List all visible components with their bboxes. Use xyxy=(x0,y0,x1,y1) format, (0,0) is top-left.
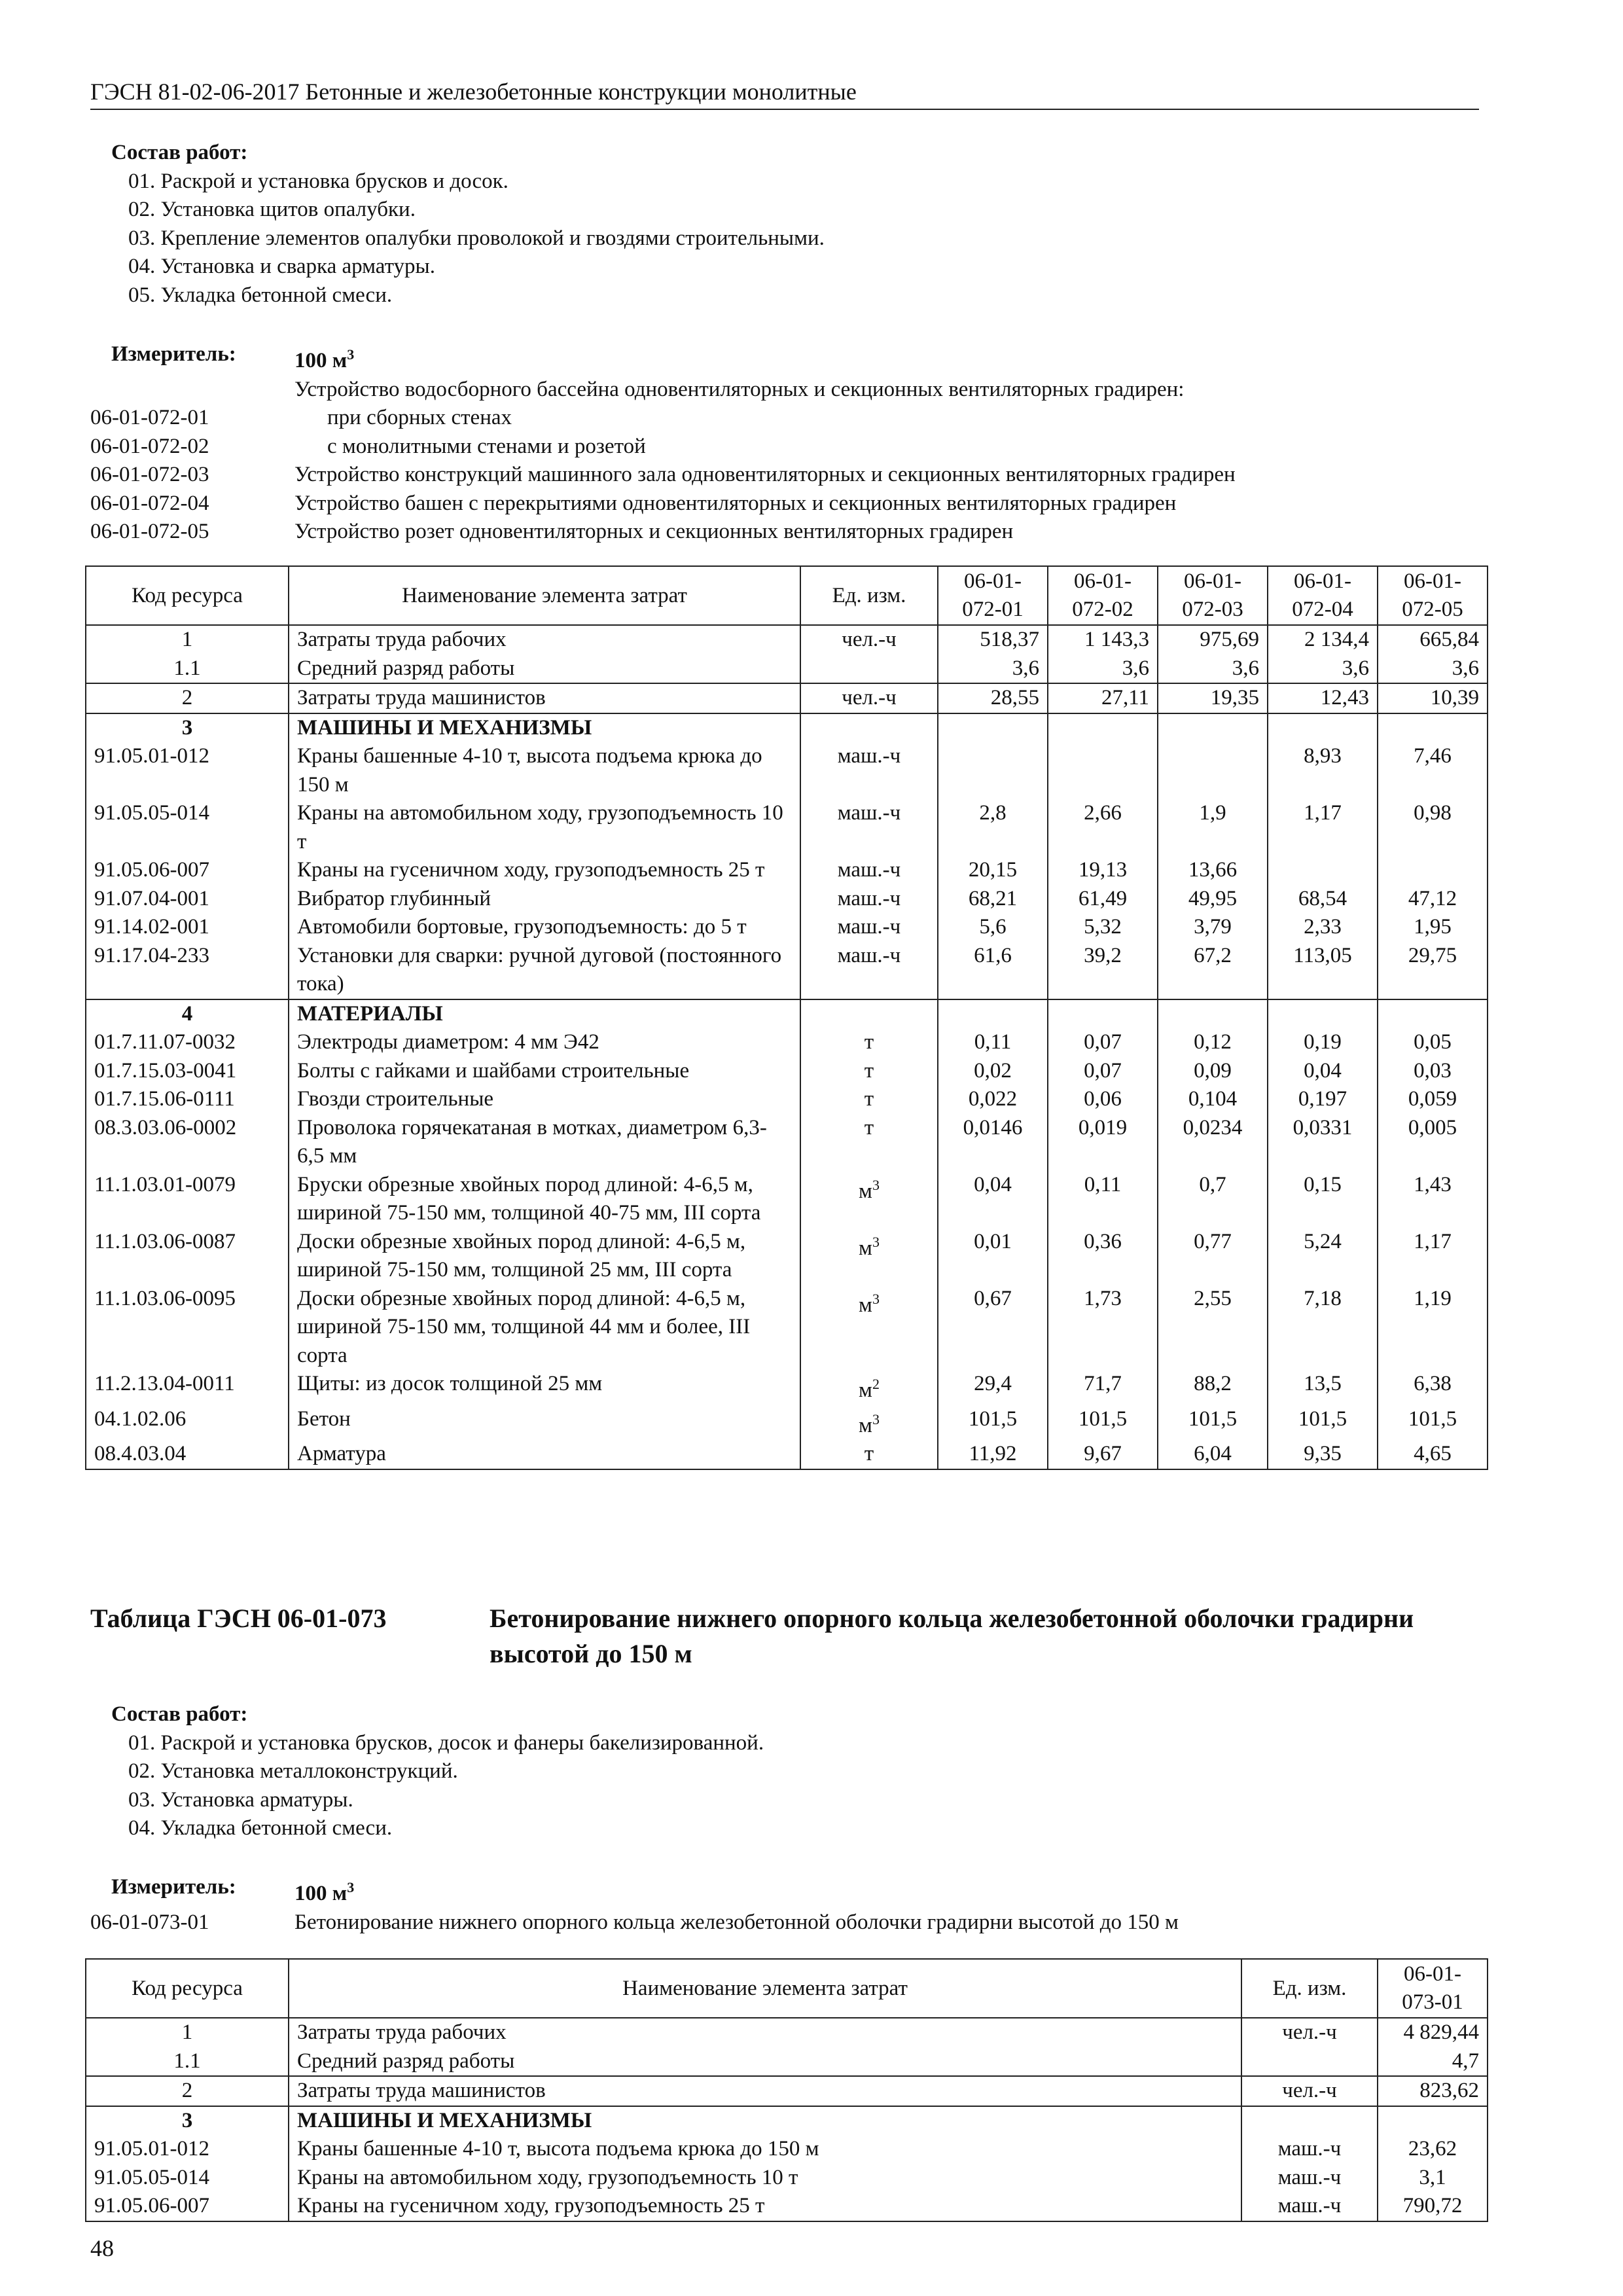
resource-name: Затраты труда рабочих xyxy=(289,625,800,655)
resource-code: 91.05.05-014 xyxy=(86,799,289,856)
norm-value: 0,07 xyxy=(1048,1057,1158,1086)
document-header: ГЭСН 81-02-06-2017 Бетонные и железобетонные конструкции монолитные xyxy=(90,77,1479,110)
norm-value xyxy=(1378,856,1488,885)
table-number: Таблица ГЭСН 06-01-073 xyxy=(90,1604,387,1633)
resource-code: 91.05.06-007 xyxy=(86,856,289,885)
col-header-code: Код ресурса xyxy=(86,566,289,625)
col-header-code: Код ресурса xyxy=(86,1959,289,2018)
meter-value: 100 $м^3$ xyxy=(294,1879,355,1905)
norm-value xyxy=(1378,999,1488,1029)
norm-value: 101,5 xyxy=(1378,1405,1488,1441)
resource-unit: маш.-ч xyxy=(800,799,938,856)
norm-value: 975,69 xyxy=(1158,625,1268,655)
meter-intro: Устройство водосборного бассейна одновентиляторных и секционных вентиляторных градирен: xyxy=(294,377,1185,401)
norm-value: 0,0146 xyxy=(938,1114,1048,1171)
norm-value: 4,7 xyxy=(1378,2047,1488,2077)
norm-value: 67,2 xyxy=(1158,942,1268,999)
table-row xyxy=(86,1370,1488,1405)
norm-value: 23,62 xyxy=(1378,2135,1488,2164)
work-item: 01. Раскрой и установка брусков, досок и фанеры бакелизированной. xyxy=(128,1731,764,1755)
norm-item: 06-01-073-01 Бетонирование нижнего опорного кольца железобетонной оболочки градирни высотой до 150 м xyxy=(90,1910,1179,1934)
resource-unit: маш.-ч xyxy=(800,942,938,999)
norm-value xyxy=(1158,713,1268,743)
col-header-unit: Ед. изм. xyxy=(800,566,938,625)
norm-value: 0,06 xyxy=(1048,1085,1158,1114)
norm-value: 7,18 xyxy=(1268,1285,1378,1371)
norm-value xyxy=(1048,999,1158,1029)
table-row xyxy=(86,2164,1488,2193)
table-row xyxy=(86,1114,1488,1171)
resource-code: 11.1.03.06-0095 xyxy=(86,1285,289,1371)
norm-value: 1,17 xyxy=(1268,799,1378,856)
norm-value: 0,0331 xyxy=(1268,1114,1378,1171)
norm-value: 61,6 xyxy=(938,942,1048,999)
resource-unit: маш.-ч xyxy=(1241,2135,1378,2164)
table-row xyxy=(86,2047,1488,2077)
resource-name: Вибратор глубинный xyxy=(289,885,800,914)
table-row xyxy=(86,913,1488,942)
resource-unit: чел.-ч xyxy=(800,625,938,655)
resource-unit: маш.-ч xyxy=(800,885,938,914)
norm-value: 0,01 xyxy=(938,1228,1048,1285)
resource-name: Затраты труда машинистов xyxy=(289,2076,1241,2106)
norm-value xyxy=(938,999,1048,1029)
norm-value: 2,55 xyxy=(1158,1285,1268,1371)
norm-value: 9,35 xyxy=(1268,1440,1378,1469)
resource-code: 91.05.06-007 xyxy=(86,2192,289,2221)
norm-value: 0,09 xyxy=(1158,1057,1268,1086)
resource-unit: $м^2$ xyxy=(800,1370,938,1405)
resource-name: МАТЕРИАЛЫ xyxy=(289,999,800,1029)
resource-code: 01.7.11.07-0032 xyxy=(86,1028,289,1057)
resource-code: 91.17.04-233 xyxy=(86,942,289,999)
resource-unit: т xyxy=(800,1057,938,1086)
resource-unit: маш.-ч xyxy=(800,913,938,942)
norm-value: 1,19 xyxy=(1378,1285,1488,1371)
section-row xyxy=(86,713,1488,743)
norm-value: 0,02 xyxy=(938,1057,1048,1086)
resource-unit: $м^3$ xyxy=(800,1285,938,1371)
resource-name: Электроды диаметром: 4 мм Э42 xyxy=(289,1028,800,1057)
resource-unit: чел.-ч xyxy=(1241,2076,1378,2106)
norm-value: 28,55 xyxy=(938,683,1048,713)
norm-value: 4,65 xyxy=(1378,1440,1488,1469)
norm-item: 06-01-072-02 с монолитными стенами и розетой xyxy=(90,434,646,458)
norm-value: 0,98 xyxy=(1378,799,1488,856)
norm-value: 6,04 xyxy=(1158,1440,1268,1469)
resource-unit: $м^3$ xyxy=(800,1405,938,1441)
norm-value: 1,95 xyxy=(1378,913,1488,942)
resource-name: Затраты труда рабочих xyxy=(289,2018,1241,2047)
resource-name: Щиты: из досок толщиной 25 мм xyxy=(289,1370,800,1405)
resource-code: 1 xyxy=(86,2018,289,2047)
norm-value: 101,5 xyxy=(938,1405,1048,1441)
col-header-name: Наименование элемента затрат xyxy=(289,1959,1241,2018)
resource-name: Автомобили бортовые, грузоподъемность: до 5 т xyxy=(289,913,800,942)
resource-code: 1 xyxy=(86,625,289,655)
col-header-norm: 06-01- 072-05 xyxy=(1378,566,1488,625)
norm-value: 88,2 xyxy=(1158,1370,1268,1405)
norm-value: 823,62 xyxy=(1378,2076,1488,2106)
resource-unit xyxy=(800,713,938,743)
resource-unit: маш.-ч xyxy=(800,856,938,885)
table-row xyxy=(86,1405,1488,1441)
meter-label: Измеритель: xyxy=(111,342,236,366)
table-caption: Бетонирование нижнего опорного кольца железобетонной оболочки градирни высотой до 150 м xyxy=(490,1604,1414,1668)
norm-value: 1 143,3 xyxy=(1048,625,1158,655)
table-row xyxy=(86,885,1488,914)
work-item: 04. Установка и сварка арматуры. xyxy=(128,255,435,278)
norm-value: 790,72 xyxy=(1378,2192,1488,2221)
norm-value: 8,93 xyxy=(1268,742,1378,799)
norm-value xyxy=(1268,713,1378,743)
resource-unit: чел.-ч xyxy=(800,683,938,713)
resource-name: Доски обрезные хвойных пород длиной: 4-6,5 м, шириной 75-150 мм, толщиной 25 мм, III сорта xyxy=(289,1228,800,1285)
norm-value: 1,73 xyxy=(1048,1285,1158,1371)
resource-table-073 xyxy=(85,1958,1488,2222)
resource-name: Арматура xyxy=(289,1440,800,1469)
table-row xyxy=(86,683,1488,713)
norm-value: 0,019 xyxy=(1048,1114,1158,1171)
norm-value: 3,6 xyxy=(938,655,1048,684)
resource-code: 01.7.15.03-0041 xyxy=(86,1057,289,1086)
norm-value xyxy=(1048,713,1158,743)
norm-value: 2,33 xyxy=(1268,913,1378,942)
resource-name: Краны башенные 4-10 т, высота подъема крюка до 150 м xyxy=(289,2135,1241,2164)
resource-name: Краны на автомобильном ходу, грузоподъемность 10 т xyxy=(289,2164,1241,2193)
resource-code: 4 xyxy=(86,999,289,1029)
norm-value: 2 134,4 xyxy=(1268,625,1378,655)
norm-value: 665,84 xyxy=(1378,625,1488,655)
resource-code: 11.1.03.01-0079 xyxy=(86,1171,289,1228)
col-header-norm: 06-01- 072-04 xyxy=(1268,566,1378,625)
norm-value xyxy=(1268,856,1378,885)
resource-code: 2 xyxy=(86,683,289,713)
norm-value: 0,19 xyxy=(1268,1028,1378,1057)
norm-value: 3,6 xyxy=(1048,655,1158,684)
resource-name: Бруски обрезные хвойных пород длиной: 4-6,5 м, шириной 75-150 мм, толщиной 40-75 мм, III сорта xyxy=(289,1171,800,1228)
work-item: 03. Крепление элементов опалубки проволокой и гвоздями строительными. xyxy=(128,226,825,250)
norm-value: 3,6 xyxy=(1158,655,1268,684)
norm-value: 0,11 xyxy=(938,1028,1048,1057)
norm-value: 68,21 xyxy=(938,885,1048,914)
resource-unit: $м^3$ xyxy=(800,1171,938,1228)
composition-title: Состав работ: xyxy=(111,1702,248,1726)
table-row xyxy=(86,1028,1488,1057)
work-item: 03. Установка арматуры. xyxy=(128,1787,353,1812)
norm-value: 0,05 xyxy=(1378,1028,1488,1057)
resource-code: 91.14.02-001 xyxy=(86,913,289,942)
table-row xyxy=(86,2135,1488,2164)
norm-value: 101,5 xyxy=(1268,1405,1378,1441)
norm-value: 2,8 xyxy=(938,799,1048,856)
norm-value: 4 829,44 xyxy=(1378,2018,1488,2047)
table-row xyxy=(86,1057,1488,1086)
norm-value: 5,6 xyxy=(938,913,1048,942)
table-row xyxy=(86,742,1488,799)
resource-unit: маш.-ч xyxy=(1241,2192,1378,2221)
work-item: 01. Раскрой и установка брусков и досок. xyxy=(128,169,508,193)
resource-unit xyxy=(800,655,938,684)
resource-name: Краны на гусеничном ходу, грузоподъемность 25 т xyxy=(289,856,800,885)
resource-code: 01.7.15.06-0111 xyxy=(86,1085,289,1114)
norm-value: 1,17 xyxy=(1378,1228,1488,1285)
norm-value xyxy=(938,742,1048,799)
norm-value: 0,005 xyxy=(1378,1114,1488,1171)
norm-value: 0,104 xyxy=(1158,1085,1268,1114)
norm-value: 0,7 xyxy=(1158,1171,1268,1228)
resource-name: Болты с гайками и шайбами строительные xyxy=(289,1057,800,1086)
section-row xyxy=(86,999,1488,1029)
resource-name: Гвозди строительные xyxy=(289,1085,800,1114)
resource-table-072 xyxy=(85,565,1488,1470)
norm-value: 10,39 xyxy=(1378,683,1488,713)
norm-value: 7,46 xyxy=(1378,742,1488,799)
resource-name: Средний разряд работы xyxy=(289,2047,1241,2077)
norm-value xyxy=(938,713,1048,743)
resource-code: 11.1.03.06-0087 xyxy=(86,1228,289,1285)
norm-value: 0,022 xyxy=(938,1085,1048,1114)
norm-value: 6,38 xyxy=(1378,1370,1488,1405)
resource-code: 2 xyxy=(86,2076,289,2106)
col-header-norm: 06-01- 073-01 xyxy=(1378,1959,1488,2018)
section-row xyxy=(86,2106,1488,2136)
table-row xyxy=(86,942,1488,999)
resource-code: 91.07.04-001 xyxy=(86,885,289,914)
norm-value xyxy=(1268,999,1378,1029)
resource-name: Краны башенные 4-10 т, высота подъема крюка до 150 м xyxy=(289,742,800,799)
resource-code: 3 xyxy=(86,713,289,743)
norm-value: 101,5 xyxy=(1048,1405,1158,1441)
norm-value: 68,54 xyxy=(1268,885,1378,914)
norm-value xyxy=(1378,713,1488,743)
resource-code: 11.2.13.04-0011 xyxy=(86,1370,289,1405)
norm-value: 20,15 xyxy=(938,856,1048,885)
resource-code: 91.05.01-012 xyxy=(86,2135,289,2164)
norm-value: 3,6 xyxy=(1268,655,1378,684)
work-item: 02. Установка щитов опалубки. xyxy=(128,198,416,221)
norm-value: 19,13 xyxy=(1048,856,1158,885)
work-item: 05. Укладка бетонной смеси. xyxy=(128,283,393,307)
norm-value: 1,43 xyxy=(1378,1171,1488,1228)
norm-value: 39,2 xyxy=(1048,942,1158,999)
table-row xyxy=(86,1285,1488,1371)
norm-value xyxy=(1158,999,1268,1029)
resource-code: 91.05.01-012 xyxy=(86,742,289,799)
norm-value: 5,24 xyxy=(1268,1228,1378,1285)
resource-name: Бетон xyxy=(289,1405,800,1441)
table-row xyxy=(86,799,1488,856)
table-row xyxy=(86,1085,1488,1114)
table-row xyxy=(86,2076,1488,2106)
resource-name: Установки для сварки: ручной дуговой (постоянного тока) xyxy=(289,942,800,999)
resource-name: Краны на автомобильном ходу, грузоподъемность 10 т xyxy=(289,799,800,856)
norm-value: 5,32 xyxy=(1048,913,1158,942)
resource-code: 08.4.03.04 xyxy=(86,1440,289,1469)
norm-value: 0,15 xyxy=(1268,1171,1378,1228)
norm-value xyxy=(1378,2106,1488,2136)
norm-value: 13,66 xyxy=(1158,856,1268,885)
norm-value: 0,67 xyxy=(938,1285,1048,1371)
norm-value: 71,7 xyxy=(1048,1370,1158,1405)
resource-unit xyxy=(1241,2047,1378,2077)
section1-composition xyxy=(90,139,1479,310)
norm-value: 3,6 xyxy=(1378,655,1488,684)
norm-value: 11,92 xyxy=(938,1440,1048,1469)
resource-name: МАШИНЫ И МЕХАНИЗМЫ xyxy=(289,2106,1241,2136)
norm-value: 0,36 xyxy=(1048,1228,1158,1285)
resource-unit: маш.-ч xyxy=(1241,2164,1378,2193)
meter-value: 100 $м^3$ xyxy=(294,346,355,372)
resource-unit: т xyxy=(800,1085,938,1114)
col-header-norm: 06-01- 072-01 xyxy=(938,566,1048,625)
resource-code: 08.3.03.06-0002 xyxy=(86,1114,289,1171)
col-header-norm: 06-01- 072-03 xyxy=(1158,566,1268,625)
table-row xyxy=(86,1171,1488,1228)
resource-unit: маш.-ч xyxy=(800,742,938,799)
work-item: 02. Установка металлоконструкций. xyxy=(128,1759,458,1783)
norm-item: 06-01-072-01 при сборных стенах xyxy=(90,406,512,429)
table-row xyxy=(86,2192,1488,2221)
resource-code: 1.1 xyxy=(86,655,289,684)
norm-value: 0,03 xyxy=(1378,1057,1488,1086)
norm-value: 29,75 xyxy=(1378,942,1488,999)
resource-unit: т xyxy=(800,1440,938,1469)
norm-value: 3,79 xyxy=(1158,913,1268,942)
norm-value: 2,66 xyxy=(1048,799,1158,856)
norm-value: 0,11 xyxy=(1048,1171,1158,1228)
norm-value: 0,059 xyxy=(1378,1085,1488,1114)
norm-item: 06-01-072-05 Устройство розет одновентиляторных и секционных вентиляторных градирен xyxy=(90,520,1014,543)
norm-value: 0,04 xyxy=(938,1171,1048,1228)
resource-unit xyxy=(800,999,938,1029)
norm-value: 12,43 xyxy=(1268,683,1378,713)
norm-value: 0,12 xyxy=(1158,1028,1268,1057)
resource-name: Доски обрезные хвойных пород длиной: 4-6,5 м, шириной 75-150 мм, толщиной 44 мм и более, III сорта xyxy=(289,1285,800,1371)
norm-value: 0,77 xyxy=(1158,1228,1268,1285)
norm-value: 49,95 xyxy=(1158,885,1268,914)
resource-unit xyxy=(1241,2106,1378,2136)
col-header-name: Наименование элемента затрат xyxy=(289,566,800,625)
norm-item: 06-01-072-03 Устройство конструкций машинного зала одновентиляторных и секционных вентиляторных градирен xyxy=(90,463,1236,486)
norm-value: 19,35 xyxy=(1158,683,1268,713)
resource-unit: т xyxy=(800,1114,938,1171)
resource-name: МАШИНЫ И МЕХАНИЗМЫ xyxy=(289,713,800,743)
col-header-norm: 06-01- 072-02 xyxy=(1048,566,1158,625)
norm-value xyxy=(1048,742,1158,799)
norm-value: 1,9 xyxy=(1158,799,1268,856)
norm-value: 47,12 xyxy=(1378,885,1488,914)
work-item: 04. Укладка бетонной смеси. xyxy=(128,1816,393,1840)
norm-value: 27,11 xyxy=(1048,683,1158,713)
norm-value: 113,05 xyxy=(1268,942,1378,999)
section2-meter xyxy=(90,1873,1479,1937)
col-header-unit: Ед. изм. xyxy=(1241,1959,1378,2018)
table-row xyxy=(86,655,1488,684)
norm-value: 13,5 xyxy=(1268,1370,1378,1405)
norm-value: 3,1 xyxy=(1378,2164,1488,2193)
resource-name: Затраты труда машинистов xyxy=(289,683,800,713)
norm-item: 06-01-072-04 Устройство башен с перекрытиями одновентиляторных и секционных вентиляторных градирен xyxy=(90,491,1177,515)
norm-value: 0,04 xyxy=(1268,1057,1378,1086)
norm-value: 61,49 xyxy=(1048,885,1158,914)
resource-code: 04.1.02.06 xyxy=(86,1405,289,1441)
table-row xyxy=(86,625,1488,655)
resource-name: Краны на гусеничном ходу, грузоподъемность 25 т xyxy=(289,2192,1241,2221)
page-number: 48 xyxy=(90,2235,114,2261)
table-row xyxy=(86,1440,1488,1469)
resource-unit: т xyxy=(800,1028,938,1057)
resource-code: 91.05.05-014 xyxy=(86,2164,289,2193)
table-row xyxy=(86,1228,1488,1285)
resource-code: 1.1 xyxy=(86,2047,289,2077)
norm-value: 518,37 xyxy=(938,625,1048,655)
table-row xyxy=(86,2018,1488,2047)
norm-value: 0,0234 xyxy=(1158,1114,1268,1171)
norm-value: 29,4 xyxy=(938,1370,1048,1405)
meter-label: Измеритель: xyxy=(111,1875,236,1899)
section2-composition xyxy=(90,1700,1479,1843)
norm-value xyxy=(1158,742,1268,799)
section1-meter xyxy=(90,340,1479,547)
norm-value: 0,07 xyxy=(1048,1028,1158,1057)
norm-value: 9,67 xyxy=(1048,1440,1158,1469)
table-row xyxy=(86,856,1488,885)
resource-name: Средний разряд работы xyxy=(289,655,800,684)
norm-value: 0,197 xyxy=(1268,1085,1378,1114)
composition-title: Состав работ: xyxy=(111,141,248,164)
norm-value: 101,5 xyxy=(1158,1405,1268,1441)
resource-name: Проволока горячекатаная в мотках, диаметром 6,3-6,5 мм xyxy=(289,1114,800,1171)
resource-code: 3 xyxy=(86,2106,289,2136)
resource-unit: $м^3$ xyxy=(800,1228,938,1285)
resource-unit: чел.-ч xyxy=(1241,2018,1378,2047)
